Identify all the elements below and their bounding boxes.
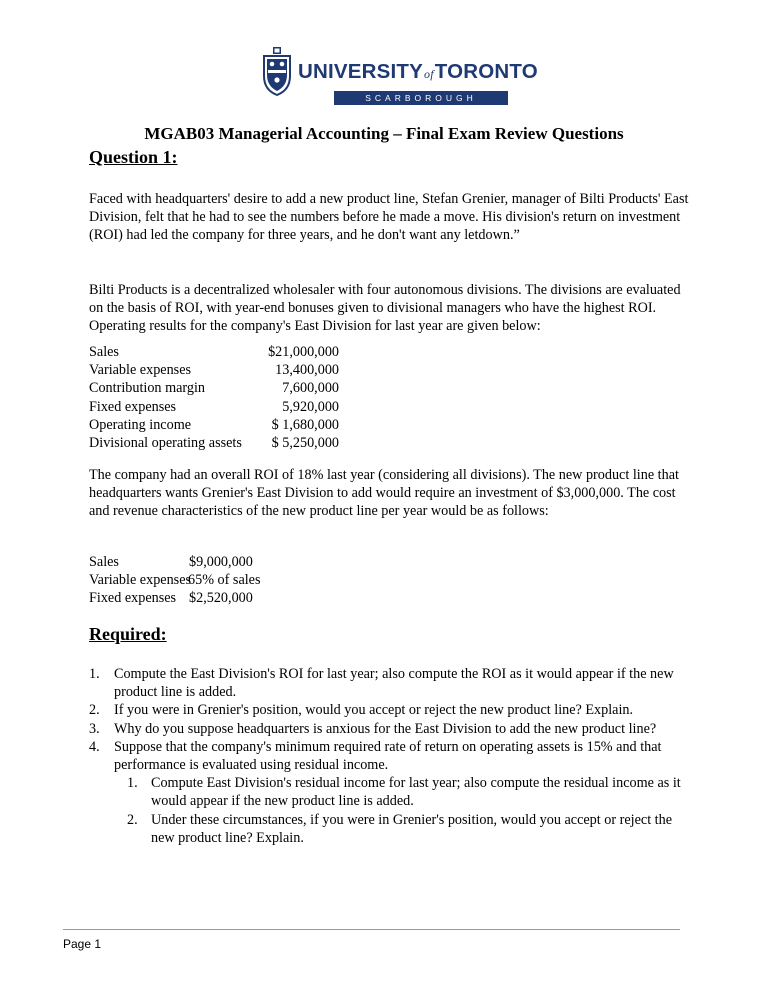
sub-list-number: 2. <box>127 811 138 828</box>
page-number: Page 1 <box>63 937 102 951</box>
results-row <box>89 362 339 380</box>
sub-list-text: Under these circumstances, if you were in Grenier's position, would you accept or reject the new product line? Explain. <box>151 811 673 846</box>
list-text: Compute the East Division's ROI for last year; also compute the ROI as it would appear if the new product line is added. <box>114 666 674 701</box>
results-label: Divisional operating assets <box>89 434 242 451</box>
results-label: Variable expenses <box>89 362 192 379</box>
results-row <box>89 344 339 362</box>
footer-divider <box>63 929 680 930</box>
new-product-label: Variable expenses <box>89 572 192 589</box>
intro-paragraph: Faced with headquarters' desire to add a new product line, Stefan Grenier, manager of Bilti Products' East Division, felt that he had to see the numbers before he made a move. His division's return on investment (ROI) had led the company for three years, and he don't want any letdown.” <box>89 191 689 243</box>
results-value: $21,000,000 <box>268 344 339 360</box>
new-product-row <box>89 590 289 608</box>
sub-list-text: Compute East Division's residual income for last year; also compute the residual income as it would appear if the new product line is added. <box>151 775 681 810</box>
new-product-paragraph: The company had an overall ROI of 18% last year (considering all divisions). The new product line that headquarters wants Grenier's East Division to add would require an investment of $3,000,000. The cost and revenue characteristics of the new product line per year would be as follows: <box>89 467 679 519</box>
logo-wordmark: UNIVERSITYofTORONTO <box>298 60 538 83</box>
list-number: 1. <box>89 666 100 682</box>
results-value: 5,920,000 <box>282 398 339 415</box>
company-paragraph: Bilti Products is a decentralized wholesaler with four autonomous divisions. The divisions are evaluated on the basis of ROI, with year-end bonuses given to divisional managers who have the highest ROI. Operating results for the company's East Division for last year are given below: <box>89 282 681 334</box>
required-heading: Required: <box>89 624 167 644</box>
new-product-value: $2,520,000 <box>189 590 253 607</box>
results-value: $ 1,680,000 <box>271 416 339 433</box>
new-product-line-table <box>89 554 289 609</box>
results-label: Sales <box>89 344 119 360</box>
results-value: $ 5,250,000 <box>271 434 339 451</box>
logo-campus-band: SCARBOROUGH <box>334 91 508 105</box>
results-row <box>89 435 339 453</box>
question-heading: Question 1: <box>89 147 178 167</box>
results-row <box>89 380 339 398</box>
results-row <box>89 417 339 435</box>
list-item <box>89 665 699 701</box>
list-item <box>89 738 699 774</box>
list-number: 4. <box>89 738 100 755</box>
document-title: MGAB03 Managerial Accounting – Final Exam Review Questions <box>144 124 624 143</box>
results-value: 13,400,000 <box>275 362 339 379</box>
new-product-label: Fixed expenses <box>89 590 177 607</box>
required-list <box>89 665 699 847</box>
list-number: 2. <box>89 702 100 719</box>
east-division-results <box>89 344 339 453</box>
list-item <box>89 720 699 738</box>
list-text: Suppose that the company's minimum required rate of return on operating assets is 15% and that performance is evaluated using residual income. <box>114 738 662 774</box>
list-text: Why do you suppose headquarters is anxious for the East Division to add the new product line? <box>114 720 657 737</box>
new-product-value: 65% of sales <box>188 572 261 589</box>
results-label: Contribution margin <box>89 380 205 397</box>
new-product-value: $9,000,000 <box>189 554 253 570</box>
new-product-row <box>89 572 289 590</box>
list-number: 3. <box>89 720 100 737</box>
results-label: Operating income <box>89 416 192 433</box>
new-product-row <box>89 554 289 572</box>
sub-list-item <box>89 774 699 810</box>
results-label: Fixed expenses <box>89 398 177 415</box>
crest-icon <box>262 46 292 96</box>
results-value: 7,600,000 <box>282 380 339 397</box>
sub-list-item <box>89 811 699 847</box>
results-row <box>89 399 339 417</box>
university-logo <box>262 46 538 108</box>
new-product-label: Sales <box>89 554 119 570</box>
list-item <box>89 701 699 719</box>
list-text: If you were in Grenier's position, would you accept or reject the new product line? Explain. <box>114 702 634 719</box>
sub-list-number: 1. <box>127 775 138 792</box>
